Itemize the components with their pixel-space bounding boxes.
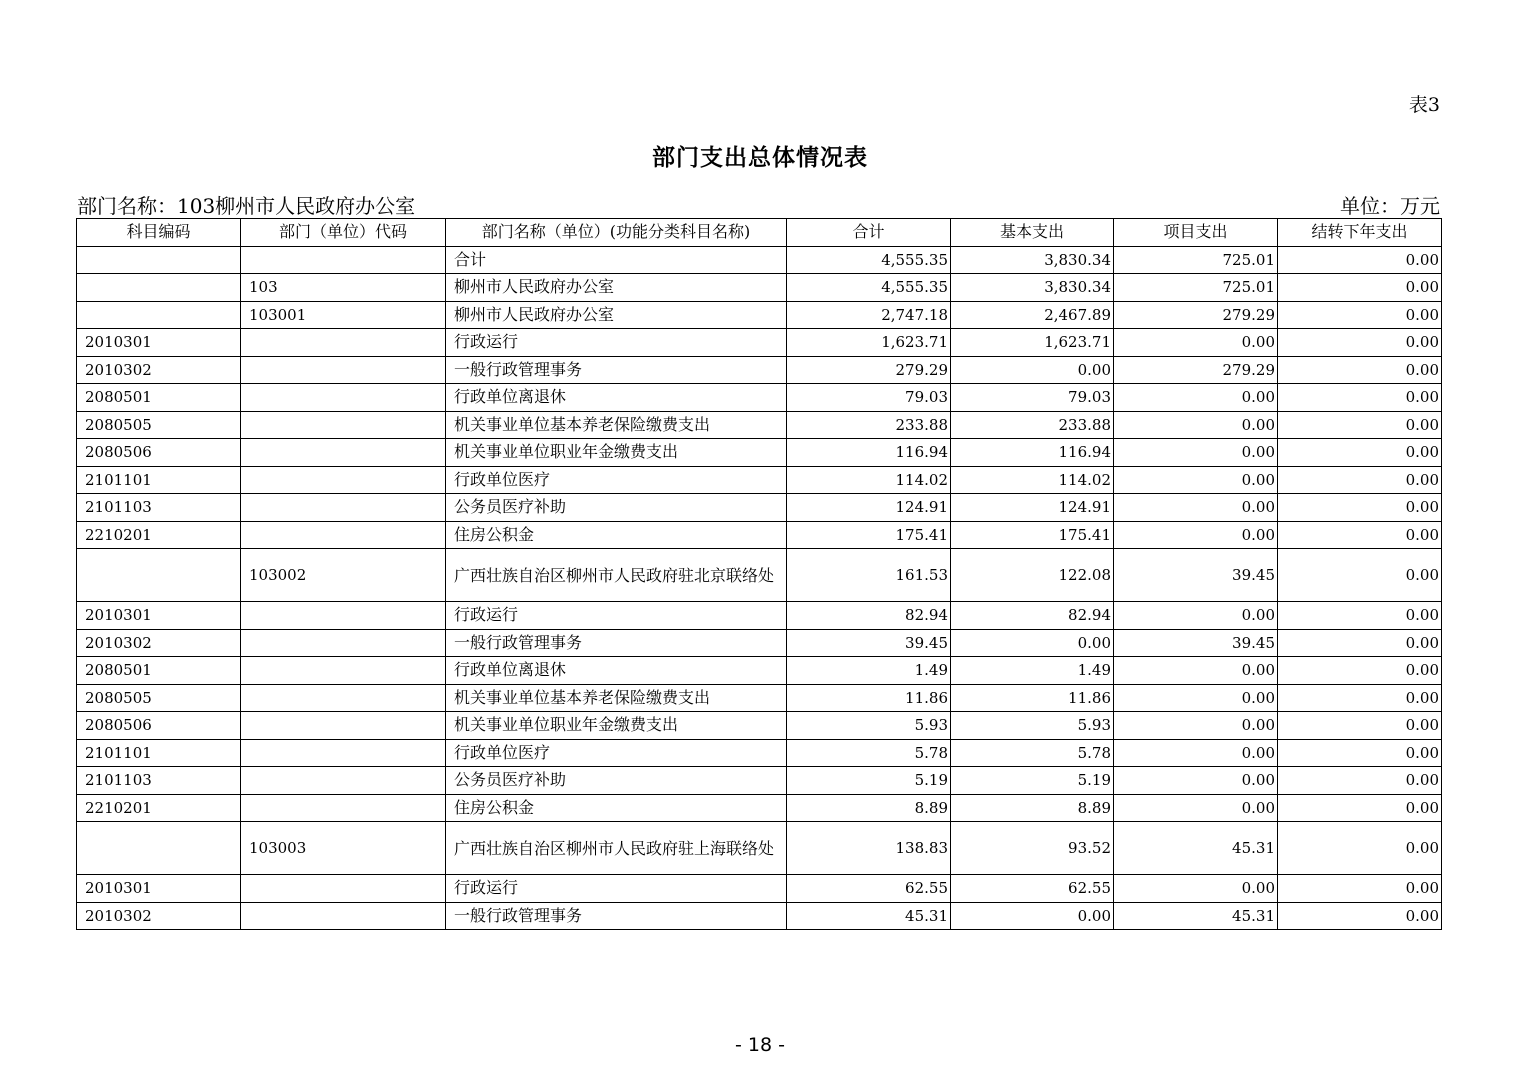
table-row xyxy=(77,767,1442,795)
table-row xyxy=(77,301,1442,329)
cell-carry-over: 0.00 xyxy=(1278,657,1442,685)
cell-basic: 0.00 xyxy=(951,356,1114,384)
cell-project: 39.45 xyxy=(1114,549,1278,602)
cell-basic: 1.49 xyxy=(951,657,1114,685)
cell-basic: 233.88 xyxy=(951,411,1114,439)
cell-total: 4,555.35 xyxy=(787,274,951,302)
page-number: - 18 - xyxy=(735,1034,785,1056)
cell-basic: 175.41 xyxy=(951,521,1114,549)
cell-carry-over: 0.00 xyxy=(1278,629,1442,657)
cell-subject-code: 2010302 xyxy=(77,629,241,657)
table-row xyxy=(77,274,1442,302)
cell-unit-code: 103003 xyxy=(241,822,446,875)
cell-basic: 1,623.71 xyxy=(951,329,1114,357)
cell-subject-code: 2210201 xyxy=(77,794,241,822)
cell-name: 机关事业单位职业年金缴费支出 xyxy=(446,439,787,467)
cell-project: 725.01 xyxy=(1114,246,1278,274)
cell-unit-code xyxy=(241,356,446,384)
cell-total: 233.88 xyxy=(787,411,951,439)
cell-subject-code: 2080506 xyxy=(77,439,241,467)
cell-total: 116.94 xyxy=(787,439,951,467)
cell-carry-over: 0.00 xyxy=(1278,411,1442,439)
cell-carry-over: 0.00 xyxy=(1278,466,1442,494)
cell-unit-code: 103001 xyxy=(241,301,446,329)
cell-subject-code xyxy=(77,549,241,602)
cell-carry-over: 0.00 xyxy=(1278,494,1442,522)
header-basic: 基本支出 xyxy=(951,219,1114,247)
table-row xyxy=(77,384,1442,412)
cell-total: 1.49 xyxy=(787,657,951,685)
cell-name: 住房公积金 xyxy=(446,521,787,549)
table-row xyxy=(77,246,1442,274)
cell-basic: 79.03 xyxy=(951,384,1114,412)
cell-subject-code: 2010301 xyxy=(77,329,241,357)
table-row xyxy=(77,356,1442,384)
table-row xyxy=(77,411,1442,439)
cell-unit-code xyxy=(241,411,446,439)
cell-subject-code: 2080505 xyxy=(77,411,241,439)
cell-unit-code xyxy=(241,767,446,795)
table-row xyxy=(77,629,1442,657)
cell-name: 行政运行 xyxy=(446,329,787,357)
table-row xyxy=(77,684,1442,712)
cell-carry-over: 0.00 xyxy=(1278,301,1442,329)
cell-project: 279.29 xyxy=(1114,301,1278,329)
table-row xyxy=(77,439,1442,467)
cell-total: 62.55 xyxy=(787,875,951,903)
cell-unit-code: 103002 xyxy=(241,549,446,602)
cell-name: 行政单位离退休 xyxy=(446,384,787,412)
cell-subject-code xyxy=(77,246,241,274)
cell-unit-code xyxy=(241,329,446,357)
header-total: 合计 xyxy=(787,219,951,247)
cell-total: 124.91 xyxy=(787,494,951,522)
cell-basic: 0.00 xyxy=(951,902,1114,930)
cell-carry-over: 0.00 xyxy=(1278,246,1442,274)
cell-basic: 62.55 xyxy=(951,875,1114,903)
cell-subject-code: 2080505 xyxy=(77,684,241,712)
cell-total: 138.83 xyxy=(787,822,951,875)
cell-subject-code: 2010302 xyxy=(77,902,241,930)
cell-carry-over: 0.00 xyxy=(1278,902,1442,930)
cell-carry-over: 0.00 xyxy=(1278,684,1442,712)
cell-project: 0.00 xyxy=(1114,602,1278,630)
cell-name: 住房公积金 xyxy=(446,794,787,822)
cell-unit-code xyxy=(241,902,446,930)
cell-carry-over: 0.00 xyxy=(1278,794,1442,822)
cell-total: 5.19 xyxy=(787,767,951,795)
cell-carry-over: 0.00 xyxy=(1278,356,1442,384)
cell-project: 0.00 xyxy=(1114,767,1278,795)
cell-unit-code xyxy=(241,739,446,767)
cell-carry-over: 0.00 xyxy=(1278,329,1442,357)
cell-project: 0.00 xyxy=(1114,466,1278,494)
table-row xyxy=(77,794,1442,822)
cell-unit-code xyxy=(241,684,446,712)
cell-basic: 11.86 xyxy=(951,684,1114,712)
cell-name: 一般行政管理事务 xyxy=(446,356,787,384)
cell-unit-code xyxy=(241,629,446,657)
cell-unit-code xyxy=(241,466,446,494)
cell-carry-over: 0.00 xyxy=(1278,274,1442,302)
cell-subject-code xyxy=(77,274,241,302)
cell-total: 114.02 xyxy=(787,466,951,494)
cell-total: 279.29 xyxy=(787,356,951,384)
cell-project: 0.00 xyxy=(1114,875,1278,903)
cell-project: 45.31 xyxy=(1114,902,1278,930)
cell-unit-code: 103 xyxy=(241,274,446,302)
cell-name: 广西壮族自治区柳州市人民政府驻北京联络处 xyxy=(446,549,787,602)
table-row xyxy=(77,822,1442,875)
table-row xyxy=(77,875,1442,903)
cell-name: 公务员医疗补助 xyxy=(446,767,787,795)
table-row xyxy=(77,739,1442,767)
cell-unit-code xyxy=(241,521,446,549)
cell-total: 5.78 xyxy=(787,739,951,767)
cell-carry-over: 0.00 xyxy=(1278,384,1442,412)
cell-subject-code: 2210201 xyxy=(77,521,241,549)
expenditure-table xyxy=(76,218,1442,930)
cell-project: 0.00 xyxy=(1114,439,1278,467)
cell-project: 0.00 xyxy=(1114,684,1278,712)
cell-subject-code: 2080506 xyxy=(77,712,241,740)
table-row xyxy=(77,712,1442,740)
unit-label: 单位：万元 xyxy=(1340,194,1440,218)
cell-unit-code xyxy=(241,602,446,630)
department-label: 部门名称：103柳州市人民政府办公室 xyxy=(77,194,416,218)
cell-total: 175.41 xyxy=(787,521,951,549)
cell-name: 合计 xyxy=(446,246,787,274)
cell-unit-code xyxy=(241,794,446,822)
cell-basic: 5.78 xyxy=(951,739,1114,767)
cell-project: 0.00 xyxy=(1114,794,1278,822)
table-row xyxy=(77,602,1442,630)
cell-project: 279.29 xyxy=(1114,356,1278,384)
table-header-row xyxy=(77,219,1442,247)
header-unit-name: 部门名称（单位）(功能分类科目名称) xyxy=(446,219,787,247)
cell-total: 161.53 xyxy=(787,549,951,602)
cell-total: 5.93 xyxy=(787,712,951,740)
cell-subject-code: 2101103 xyxy=(77,767,241,795)
cell-project: 0.00 xyxy=(1114,739,1278,767)
cell-total: 11.86 xyxy=(787,684,951,712)
cell-project: 0.00 xyxy=(1114,494,1278,522)
cell-basic: 116.94 xyxy=(951,439,1114,467)
cell-basic: 93.52 xyxy=(951,822,1114,875)
cell-carry-over: 0.00 xyxy=(1278,712,1442,740)
cell-total: 82.94 xyxy=(787,602,951,630)
cell-project: 0.00 xyxy=(1114,521,1278,549)
cell-unit-code xyxy=(241,657,446,685)
cell-total: 45.31 xyxy=(787,902,951,930)
cell-basic: 114.02 xyxy=(951,466,1114,494)
header-carry-over: 结转下年支出 xyxy=(1278,219,1442,247)
cell-subject-code: 2101103 xyxy=(77,494,241,522)
table-row xyxy=(77,466,1442,494)
cell-carry-over: 0.00 xyxy=(1278,602,1442,630)
cell-project: 45.31 xyxy=(1114,822,1278,875)
cell-name: 行政单位离退休 xyxy=(446,657,787,685)
cell-total: 2,747.18 xyxy=(787,301,951,329)
cell-name: 机关事业单位基本养老保险缴费支出 xyxy=(446,411,787,439)
cell-unit-code xyxy=(241,712,446,740)
cell-carry-over: 0.00 xyxy=(1278,875,1442,903)
cell-basic: 3,830.34 xyxy=(951,274,1114,302)
cell-name: 公务员医疗补助 xyxy=(446,494,787,522)
cell-name: 行政运行 xyxy=(446,602,787,630)
cell-basic: 5.93 xyxy=(951,712,1114,740)
cell-carry-over: 0.00 xyxy=(1278,822,1442,875)
cell-carry-over: 0.00 xyxy=(1278,767,1442,795)
cell-subject-code: 2010302 xyxy=(77,356,241,384)
cell-project: 39.45 xyxy=(1114,629,1278,657)
table-row xyxy=(77,549,1442,602)
cell-name: 广西壮族自治区柳州市人民政府驻上海联络处 xyxy=(446,822,787,875)
cell-unit-code xyxy=(241,246,446,274)
cell-basic: 124.91 xyxy=(951,494,1114,522)
cell-total: 8.89 xyxy=(787,794,951,822)
cell-basic: 2,467.89 xyxy=(951,301,1114,329)
table-row xyxy=(77,494,1442,522)
cell-basic: 8.89 xyxy=(951,794,1114,822)
cell-name: 机关事业单位职业年金缴费支出 xyxy=(446,712,787,740)
cell-unit-code xyxy=(241,384,446,412)
cell-subject-code xyxy=(77,822,241,875)
cell-name: 柳州市人民政府办公室 xyxy=(446,301,787,329)
table-row xyxy=(77,902,1442,930)
cell-name: 行政单位医疗 xyxy=(446,466,787,494)
cell-basic: 0.00 xyxy=(951,629,1114,657)
cell-project: 0.00 xyxy=(1114,411,1278,439)
header-unit-code: 部门（单位）代码 xyxy=(241,219,446,247)
cell-unit-code xyxy=(241,494,446,522)
cell-total: 39.45 xyxy=(787,629,951,657)
cell-carry-over: 0.00 xyxy=(1278,439,1442,467)
table-row xyxy=(77,657,1442,685)
cell-basic: 82.94 xyxy=(951,602,1114,630)
cell-carry-over: 0.00 xyxy=(1278,549,1442,602)
cell-project: 0.00 xyxy=(1114,712,1278,740)
cell-basic: 122.08 xyxy=(951,549,1114,602)
cell-name: 行政单位医疗 xyxy=(446,739,787,767)
cell-subject-code: 2080501 xyxy=(77,384,241,412)
cell-carry-over: 0.00 xyxy=(1278,739,1442,767)
cell-subject-code: 2010301 xyxy=(77,875,241,903)
cell-subject-code: 2080501 xyxy=(77,657,241,685)
cell-subject-code xyxy=(77,301,241,329)
cell-project: 725.01 xyxy=(1114,274,1278,302)
cell-subject-code: 2010301 xyxy=(77,602,241,630)
cell-unit-code xyxy=(241,439,446,467)
cell-name: 一般行政管理事务 xyxy=(446,629,787,657)
cell-basic: 3,830.34 xyxy=(951,246,1114,274)
cell-subject-code: 2101101 xyxy=(77,466,241,494)
cell-total: 4,555.35 xyxy=(787,246,951,274)
cell-subject-code: 2101101 xyxy=(77,739,241,767)
header-subject-code: 科目编码 xyxy=(77,219,241,247)
cell-project: 0.00 xyxy=(1114,329,1278,357)
cell-project: 0.00 xyxy=(1114,384,1278,412)
cell-name: 行政运行 xyxy=(446,875,787,903)
page-title: 部门支出总体情况表 xyxy=(652,144,868,171)
table-row xyxy=(77,329,1442,357)
cell-total: 79.03 xyxy=(787,384,951,412)
table-row xyxy=(77,521,1442,549)
cell-name: 柳州市人民政府办公室 xyxy=(446,274,787,302)
cell-carry-over: 0.00 xyxy=(1278,521,1442,549)
cell-name: 一般行政管理事务 xyxy=(446,902,787,930)
cell-project: 0.00 xyxy=(1114,657,1278,685)
cell-name: 机关事业单位基本养老保险缴费支出 xyxy=(446,684,787,712)
table-tag: 表3 xyxy=(1408,94,1440,116)
header-project: 项目支出 xyxy=(1114,219,1278,247)
cell-total: 1,623.71 xyxy=(787,329,951,357)
cell-unit-code xyxy=(241,875,446,903)
cell-basic: 5.19 xyxy=(951,767,1114,795)
